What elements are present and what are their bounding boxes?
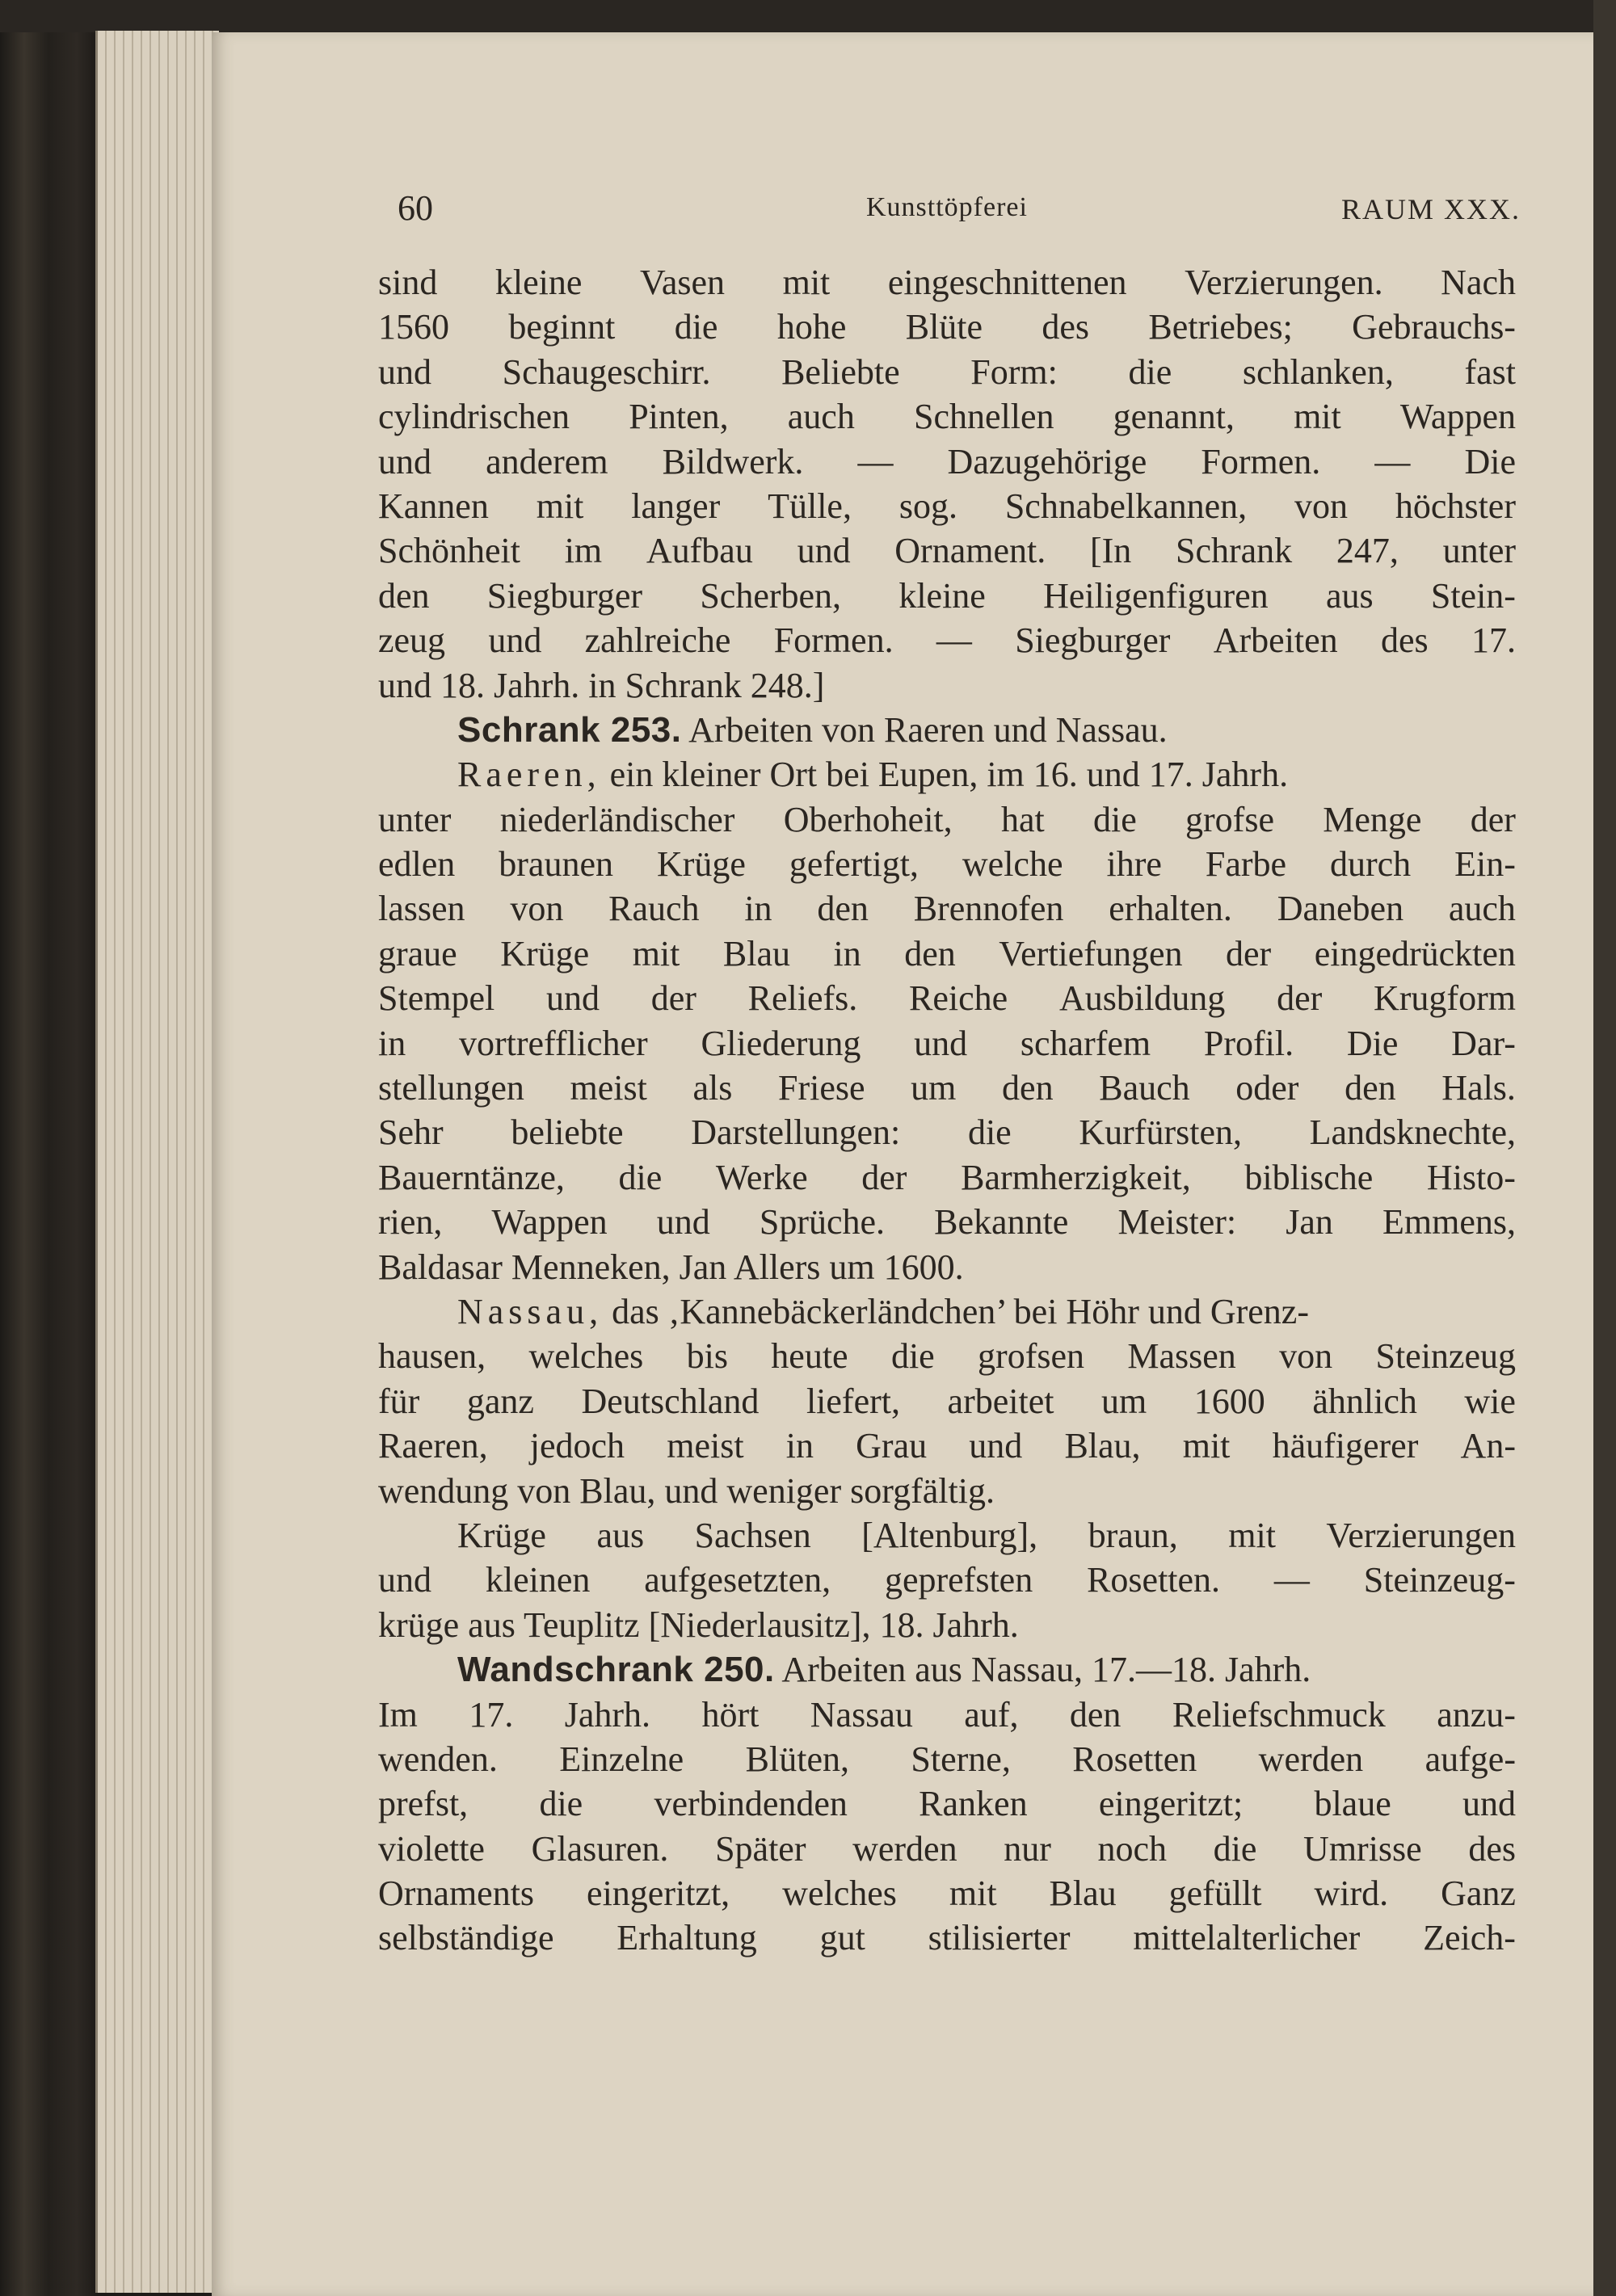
word: und (1462, 1784, 1516, 1824)
word: Verzierungen (1326, 1515, 1516, 1555)
word: und (488, 620, 542, 661)
word: auf, (964, 1694, 1019, 1735)
word: Pinten, (629, 397, 729, 437)
word: Siegburger (1015, 620, 1171, 661)
word: Oberhoheit, (783, 799, 953, 839)
text-line (378, 1737, 1516, 1781)
word: und (378, 441, 431, 481)
word: und (797, 531, 851, 571)
word: graue (378, 933, 457, 973)
word: ganz (466, 1381, 534, 1421)
word: braun, (1088, 1515, 1178, 1555)
word: Brennofen (913, 889, 1064, 929)
word: Blüten, (745, 1739, 849, 1779)
word: in (833, 933, 861, 973)
text-line (378, 842, 1516, 886)
word: Emmens, (1382, 1202, 1516, 1243)
word: jedoch (529, 1426, 625, 1466)
word: Glasuren. (531, 1828, 669, 1869)
word: Scherben, (700, 575, 842, 616)
text-line (378, 1558, 1516, 1602)
word: die (967, 1112, 1012, 1153)
word: Ornaments (378, 1873, 535, 1914)
word: eingeritzt; (1098, 1784, 1244, 1824)
text-line (378, 1155, 1516, 1200)
word: Krüge (457, 1515, 546, 1555)
text-line (378, 1110, 1516, 1154)
word: eingedrückten (1314, 933, 1516, 973)
word: biblische (1244, 1157, 1374, 1197)
line-text: Arbeiten aus Nassau, 17.—18. Jahrh. (774, 1650, 1311, 1690)
word: Blüte (905, 307, 983, 347)
word: Vertiefungen (999, 933, 1183, 973)
word: für (378, 1381, 420, 1421)
word: kleine (898, 575, 986, 616)
word: aus (596, 1515, 645, 1555)
word: häufigerer (1272, 1426, 1419, 1466)
word: Werke (715, 1157, 808, 1197)
word: Einzelne (559, 1739, 684, 1779)
line-text: Arbeiten von Raeren und Nassau. (681, 709, 1168, 750)
room-label: RAUM XXX. (1340, 193, 1521, 225)
word: unter (1442, 531, 1516, 571)
word: Blau (1049, 1873, 1117, 1914)
word: und (378, 351, 431, 392)
text-line (378, 1871, 1516, 1915)
line-text: krüge aus Teuplitz [Niederlausitz], 18. Jahrh. (378, 1604, 1019, 1645)
word: Umrisse (1303, 1828, 1422, 1869)
word: Farbe (1205, 844, 1287, 885)
word: Grau (856, 1426, 928, 1466)
word: oder (1235, 1068, 1299, 1108)
word: lassen (378, 889, 465, 929)
word: blaue (1314, 1784, 1391, 1824)
word: ihre (1106, 844, 1162, 885)
word: gut (819, 1918, 865, 1958)
word: den (378, 575, 430, 616)
word: Kannen (378, 486, 489, 526)
word: Raeren, (378, 1426, 488, 1466)
word: Menge (1323, 799, 1422, 839)
word: Schnabelkannen, (1004, 486, 1248, 526)
word: [Altenburg], (861, 1515, 1038, 1555)
word: Sachsen (694, 1515, 811, 1555)
word: mit (632, 933, 680, 973)
word: Ein- (1454, 844, 1516, 885)
body-text (378, 260, 1516, 1961)
word: eingeschnittenen (887, 263, 1127, 302)
word: edlen (378, 844, 456, 885)
word: ähnlich (1312, 1381, 1417, 1421)
word: und (656, 1202, 710, 1243)
text-line (378, 1066, 1516, 1110)
word: — (857, 441, 894, 481)
word: Sehr (378, 1112, 444, 1153)
word: den (1345, 1068, 1396, 1108)
word: meist (570, 1068, 647, 1108)
word: [In (1089, 531, 1132, 571)
word: niederländischer (499, 799, 735, 839)
word: hört (701, 1694, 760, 1735)
word: Vasen (639, 263, 726, 302)
spaced-term: Raeren, (457, 755, 601, 795)
word: Meister: (1117, 1202, 1237, 1243)
word: wie (1464, 1381, 1516, 1421)
text-line (378, 708, 1516, 752)
word: Kurfürsten, (1079, 1112, 1242, 1153)
word: wird. (1314, 1873, 1389, 1914)
word: kleine (494, 263, 583, 302)
word: durch (1330, 844, 1412, 885)
word: Stein- (1430, 575, 1516, 616)
word: — (936, 620, 972, 661)
word: schlanken, (1242, 351, 1394, 392)
word: welches (528, 1336, 644, 1377)
word: den (1069, 1694, 1122, 1735)
word: Blau (722, 933, 790, 973)
word: Landsknechte, (1309, 1112, 1516, 1153)
word: Rosetten. (1087, 1560, 1221, 1600)
line-text: das ‚Kannebäckerländchen’ bei Höhr und Grenz- (603, 1291, 1309, 1331)
word: liefert, (806, 1381, 900, 1421)
word: prefst, (378, 1784, 469, 1824)
word: Reiche (909, 978, 1008, 1019)
word: in (785, 1426, 814, 1466)
word: die (1213, 1828, 1257, 1869)
text-line (378, 1289, 1516, 1334)
text-line (378, 1379, 1516, 1423)
word: Ausbildung (1058, 978, 1226, 1019)
word: Form: (970, 351, 1058, 392)
word: Reliefschmuck (1172, 1694, 1386, 1735)
word: Wappen (1399, 397, 1516, 437)
word: violette (378, 1828, 485, 1869)
word: hausen, (378, 1336, 486, 1377)
word: Aufbau (646, 531, 753, 571)
word: grofsen (978, 1336, 1085, 1377)
text-line (378, 752, 1516, 797)
text-line (378, 1827, 1516, 1871)
word: wenden. (378, 1739, 498, 1779)
word: Ganz (1441, 1873, 1516, 1914)
word: fast (1464, 351, 1516, 392)
word: Barmherzigkeit, (961, 1157, 1191, 1197)
word: Nach (1441, 263, 1516, 302)
text-line (378, 260, 1516, 305)
word: die (539, 1784, 583, 1824)
text-line (378, 1513, 1516, 1558)
word: den (904, 933, 956, 973)
word: genannt, (1113, 397, 1235, 437)
text-line (378, 931, 1516, 976)
word: Tülle, (768, 486, 852, 526)
word: Sterne, (911, 1739, 1011, 1779)
word: Krüge (656, 844, 746, 885)
word: Massen (1127, 1336, 1236, 1377)
line-text: ein kleiner Ort bei Eupen, im 16. und 17. Jahrh. (600, 755, 1289, 795)
word: Verzierungen. (1185, 263, 1383, 302)
word: erhalten. (1109, 889, 1232, 929)
word: Bildwerk. (662, 441, 804, 481)
word: Im (378, 1694, 418, 1735)
text-line (378, 350, 1516, 394)
text-line (378, 574, 1516, 618)
word: Die (1464, 441, 1516, 481)
word: mit (949, 1873, 997, 1914)
word: von (1279, 1336, 1333, 1377)
text-line (378, 394, 1516, 439)
word: mit (1182, 1426, 1231, 1466)
word: die (1092, 799, 1137, 839)
scan-right-edge (1593, 0, 1616, 2296)
text-line (378, 976, 1516, 1020)
word: sind (378, 263, 438, 302)
word: Formen. (1201, 441, 1321, 481)
text-line (378, 439, 1516, 484)
word: stilisierter (928, 1918, 1071, 1958)
word: unter (378, 799, 452, 839)
word: Sprüche. (759, 1202, 886, 1243)
word: anderem (486, 441, 608, 481)
word: langer (631, 486, 721, 526)
word: beginnt (508, 307, 616, 347)
word: des (1468, 1828, 1516, 1869)
word: Gliederung (701, 1023, 861, 1063)
word: von (1294, 486, 1349, 526)
word: kleinen (485, 1560, 591, 1600)
page-header (398, 187, 1521, 236)
word: meist (667, 1426, 744, 1466)
word: höchster (1395, 486, 1516, 526)
word: der (1470, 799, 1516, 839)
word: mittelalterlicher (1133, 1918, 1361, 1958)
word: nur (1004, 1828, 1051, 1869)
word: Ornament. (894, 531, 1046, 571)
word: der (1277, 978, 1323, 1019)
word: und (545, 978, 600, 1019)
word: auch (787, 397, 855, 437)
word: die (890, 1336, 935, 1377)
word: des (1380, 620, 1429, 661)
word: 17. (469, 1694, 514, 1735)
word: den (817, 889, 869, 929)
word: aufgesetzten, (644, 1560, 831, 1600)
word: aufge- (1425, 1739, 1516, 1779)
word: und (378, 1560, 431, 1600)
word: gefertigt, (789, 844, 919, 885)
word: sog. (898, 486, 957, 526)
word: Zeich- (1423, 1918, 1516, 1958)
word: Erhaltung (617, 1918, 757, 1958)
word: Deutschland (581, 1381, 760, 1421)
text-line (378, 618, 1516, 662)
word: arbeitet (947, 1381, 1054, 1421)
word: anzu- (1437, 1694, 1516, 1735)
text-line (378, 1469, 1516, 1513)
word: welches (782, 1873, 897, 1914)
word: rien, (378, 1202, 443, 1243)
text-line (378, 1781, 1516, 1826)
word: des (1042, 307, 1090, 347)
word: zeug (378, 620, 446, 661)
section-heading: Wandschrank 250. (457, 1650, 775, 1690)
word: grofse (1185, 799, 1274, 839)
word: Hals. (1441, 1068, 1516, 1108)
word: den (1002, 1068, 1054, 1108)
word: Daneben (1277, 889, 1404, 929)
word: Jahrh. (564, 1694, 651, 1735)
text-line (378, 1334, 1516, 1378)
word: Reliefs. (747, 978, 858, 1019)
word: stellungen (378, 1068, 524, 1108)
page-edges-stack (95, 31, 219, 2293)
word: eingeritzt, (587, 1873, 730, 1914)
spaced-term: Nassau, (457, 1291, 604, 1331)
word: Beliebte (781, 351, 900, 392)
word: Dar- (1451, 1023, 1516, 1063)
line-text: wendung von Blau, und weniger sorgfältig. (378, 1470, 995, 1511)
word: 247, (1336, 531, 1399, 571)
word: Schönheit (378, 531, 520, 571)
text-line (378, 1647, 1516, 1692)
word: Darstellungen: (691, 1112, 901, 1153)
text-line (378, 1915, 1516, 1960)
word: Rosetten (1072, 1739, 1197, 1779)
word: Blau, (1064, 1426, 1141, 1466)
word: Krüge (500, 933, 590, 973)
word: gefüllt (1168, 1873, 1262, 1914)
word: mit (536, 486, 584, 526)
page-number: 60 (398, 188, 433, 228)
word: Nassau (810, 1694, 913, 1735)
word: und (914, 1023, 968, 1063)
text-line (378, 528, 1516, 573)
word: Ranken (919, 1784, 1028, 1824)
word: Steinzeug (1375, 1336, 1516, 1377)
text-line (378, 484, 1516, 528)
word: Dazugehörige (947, 441, 1147, 481)
word: Schnellen (913, 397, 1054, 437)
word: Bauerntänze, (378, 1157, 565, 1197)
word: Schrank (1175, 531, 1293, 571)
word: Steinzeug- (1363, 1560, 1516, 1600)
word: Heiligenfiguren (1043, 575, 1269, 616)
word: hohe (776, 307, 847, 347)
line-text: und 18. Jahrh. in Schrank 248.] (378, 665, 825, 705)
text-line (378, 1200, 1516, 1244)
word: vortrefflicher (458, 1023, 648, 1063)
word: An- (1460, 1426, 1516, 1466)
word: geprefsten (884, 1560, 1033, 1600)
text-line (378, 1021, 1516, 1066)
word: 1560 (378, 307, 449, 347)
word: scharfem (1020, 1023, 1151, 1063)
word: mit (1294, 397, 1341, 437)
word: werden (1258, 1739, 1364, 1779)
word: die (618, 1157, 663, 1197)
word: cylindrischen (378, 397, 570, 437)
word: Siegburger (486, 575, 643, 616)
word: von (510, 889, 564, 929)
section-heading: Schrank 253. (457, 709, 682, 750)
word: 1600 (1193, 1381, 1265, 1421)
word: mit (1228, 1515, 1276, 1555)
word: Arbeiten (1213, 620, 1338, 661)
word: aus (1325, 575, 1374, 616)
word: Schaugeschirr. (502, 351, 711, 392)
word: Die (1346, 1023, 1399, 1063)
word: selbständige (378, 1918, 554, 1958)
word: Bekannte (934, 1202, 1069, 1243)
word: im (564, 531, 603, 571)
line-text: Baldasar Menneken, Jan Allers um 1600. (378, 1247, 964, 1287)
word: mit (782, 263, 831, 302)
word: bis (686, 1336, 728, 1377)
word: Formen. (773, 620, 894, 661)
word: — (1273, 1560, 1310, 1600)
word: noch (1097, 1828, 1168, 1869)
word: in (744, 889, 772, 929)
word: um (911, 1068, 957, 1108)
word: 17. (1471, 620, 1516, 661)
word: Profil. (1203, 1023, 1294, 1063)
word: Krugform (1374, 978, 1516, 1019)
word: die (1128, 351, 1172, 392)
word: Betriebes; (1148, 307, 1293, 347)
word: beliebte (511, 1112, 624, 1153)
text-line (378, 305, 1516, 349)
word: um (1101, 1381, 1147, 1421)
word: als (692, 1068, 733, 1108)
word: in (378, 1023, 406, 1063)
word: Rauch (608, 889, 700, 929)
word: Jan (1286, 1202, 1333, 1243)
word: Bauch (1099, 1068, 1190, 1108)
word: — (1374, 441, 1411, 481)
word: Histo- (1426, 1157, 1516, 1197)
word: zahlreiche (584, 620, 731, 661)
text-line (378, 1603, 1516, 1647)
word: Stempel (378, 978, 495, 1019)
word: Friese (778, 1068, 865, 1108)
text-line (378, 1245, 1516, 1289)
word: werden (852, 1828, 957, 1869)
word: der (861, 1157, 907, 1197)
word: Wappen (491, 1202, 608, 1243)
word: auch (1448, 889, 1516, 929)
word: heute (771, 1336, 848, 1377)
word: Gebrauchs- (1352, 307, 1516, 347)
text-line (378, 663, 1516, 708)
text-line (378, 886, 1516, 931)
word: der (650, 978, 696, 1019)
text-line (378, 797, 1516, 842)
word: braunen (499, 844, 613, 885)
word: welche (962, 844, 1063, 885)
running-title: Kunsttöpferei (866, 192, 1028, 222)
word: Später (715, 1828, 806, 1869)
text-line (378, 1693, 1516, 1737)
scan-top-edge (0, 0, 1616, 32)
word: und (969, 1426, 1023, 1466)
text-line (378, 1423, 1516, 1468)
word: verbindenden (654, 1784, 848, 1824)
word: die (674, 307, 718, 347)
word: der (1226, 933, 1272, 973)
word: hat (1000, 799, 1045, 839)
